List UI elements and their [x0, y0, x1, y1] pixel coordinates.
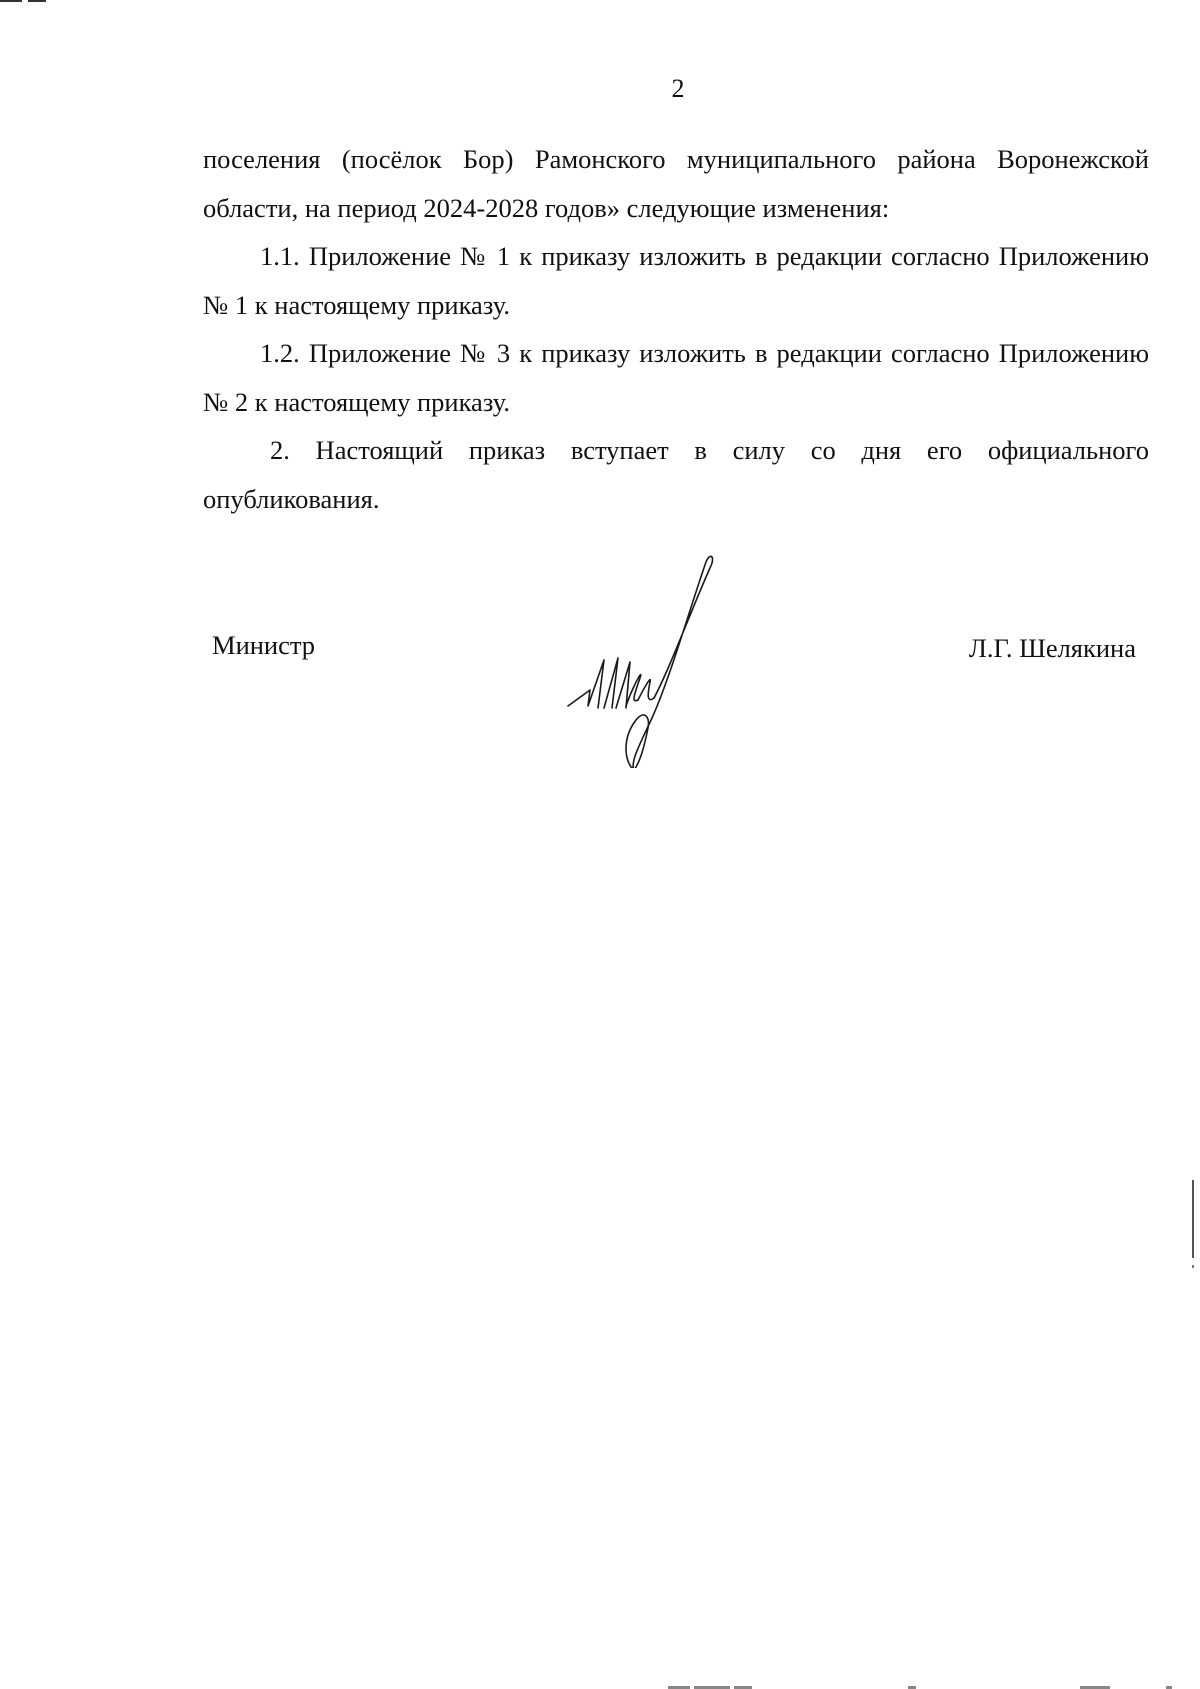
- paragraph-1-2: 1.2. Приложение № 3 к приказу изложить в редакции согласно Приложению № 2 к настоящему приказу.: [203, 338, 1149, 417]
- scan-bottom-marks: [0, 1683, 1200, 1689]
- signature-block: [0, 620, 1200, 760]
- signatory-name: Л.Г. Шелякина: [968, 633, 1136, 663]
- paragraph-2: 2. Настоящий приказ вступает в силу со дня его официального опубликования.: [203, 435, 1149, 514]
- scan-artifact-line: [1192, 1180, 1194, 1258]
- paragraph-1-1: 1.1. Приложение № 1 к приказу изложить в редакции согласно Приложению № 1 к настоящему приказу.: [203, 241, 1149, 320]
- scan-artifact-dot: [1192, 1265, 1194, 1268]
- page-number: 2: [671, 74, 685, 103]
- signatory-position: Министр: [212, 630, 316, 660]
- handwritten-signature: [560, 548, 720, 768]
- document-body: [203, 135, 1149, 523]
- paragraph-intro-continuation: поселения (посёлок Бор) Рамонского муниципального района Воронежской области, на период 2024-2028 годов» следующие изменения:: [203, 144, 1149, 223]
- scan-corner-mark: [0, 0, 48, 4]
